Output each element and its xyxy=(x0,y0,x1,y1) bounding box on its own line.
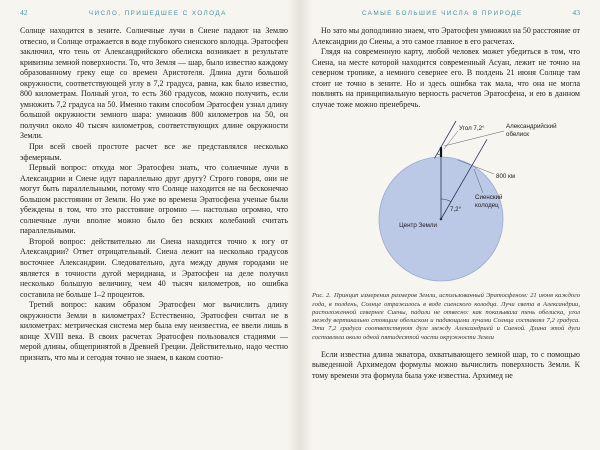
right-text-bottom xyxy=(312,350,580,382)
figure-eratosthenes xyxy=(312,115,580,289)
leader-obelisk xyxy=(444,131,504,146)
paragraph: Второй вопрос: действительно ли Сиена находится точно к югу от Александрии? Ответ отрицательный. Сиена лежит на несколько градусов восточнее Александрии. Следовательно, дуга между двумя городами не является в точности дугой меридиана, и Эратосфен на деле получил несколько большую величину, чем 40 тысяч километров, но ошибка составила не больше 1–2 процентов. xyxy=(20,236,288,299)
running-head-right: САМЫЕ БОЛЬШИЕ ЧИСЛА В ПРИРОДЕ xyxy=(361,10,523,17)
paragraph: Но зато мы доподлинно знаем, что Эратосфен умножил на 50 расстояние от Александрии до Сиены, а это самое главное в его расчетах. xyxy=(312,26,580,46)
label-arc-distance: 800 км xyxy=(496,173,516,181)
running-head-left: ЧИСЛО, ПРИШЕДШЕЕ С ХОЛОДА xyxy=(88,10,227,17)
label-obelisk-line1: Александрийский xyxy=(506,123,557,131)
leader-angle-top xyxy=(444,131,458,149)
sun-ray-siena xyxy=(472,140,487,166)
left-text-column xyxy=(20,26,288,364)
earth-center-dot xyxy=(440,218,443,221)
page-right xyxy=(300,0,600,450)
page-number-right: 43 xyxy=(572,8,580,17)
paragraph: Третий вопрос: каким образом Эратосфен мог вычислить длину окружности Земли в километрах? Естественно, Эратосфен считал не в километрах: метрическая система мер была ему неизвестна, ее ввели лишь в конце XVIII века. В своих расчетах Эратосфен пользовался стадиями — мерой длины, общепринятой в Древней Греции. Действительно, надо честно признать, что мы и сегодня точно не знаем, в каком соотно- xyxy=(20,300,288,362)
label-obelisk-line2: обелиск xyxy=(506,131,530,139)
paragraph: Солнце находится в зените. Солнечные лучи в Сиене падают на Землю отвесно, и Солнце отражается в воде глубокого сиенского колодца. Эратосфен заключил, что тень от Александрийского обелиска возникает в результате кривизны земной поверхности. То, что Земля — шар, было известно каждому образованному греку еще со времен Аристотеля. Длина дуги большой окружности, соответствующей углу в 7,2 градуса, равна, как было известно, 800 километрам. Полный угол, то есть 360 градусов, можно получить, если умножить 7,2 градуса на 50. Именно таким способом Эратосфен узнал длину большой окружности земного шара: умножив 800 километров на 50, он получил около 40 тысяч километров, соответствующих длине окружности Земли. xyxy=(20,26,288,141)
page-header-right xyxy=(312,8,580,17)
figure-caption-label: Рис. 2. xyxy=(312,292,331,300)
right-text-top xyxy=(312,26,580,110)
page-header-left xyxy=(20,8,288,17)
paragraph: При всей своей простоте расчет все же представлялся несколько эфемерным. xyxy=(20,142,288,162)
paragraph: Если известна длина экватора, охватывающего земной шар, то с помощью выведенной Архимедом формулы можно вычислить поверхность Земли. К тому времени эта формула была уже известна. Архимед не xyxy=(312,349,580,380)
label-center-angle: 7,2° xyxy=(450,206,462,214)
paragraph: Первый вопрос: откуда мог Эратосфен знать, что солнечные лучи в Александрии и Сиене идут параллельно друг другу? Строго говоря, они не могут быть параллельными, потому что Солнце находится не на бесконечно большом расстоянии от Земли. Но уже во времена Эратосфена ученые были убеждены в том, что это расстояние огромно — настолько огромно, что солнечные лучи вполне можно было без всяких колебаний считать параллельными. xyxy=(20,163,288,236)
label-well-line2: колодец xyxy=(475,202,499,210)
page-number-left: 42 xyxy=(20,8,28,17)
label-well-line1: Сиенский xyxy=(475,194,503,202)
sun-ray-alexandria xyxy=(435,121,457,158)
figure-caption-text: Принцип измерения размеров Земли, использованный Эратосфеном: 21 июня каждого года, в полдень, Солнце отражалось в воде сиенского колодца. Лучи света в Александрии, расположенной севернее Сиены, падали не отвесно: как показывала тень обелиска, угол между вертикально стоящим обелиском и падающими лучами Солнца составлял 7,2 градуса. Эти 7,2 градуса соответствуют дуге между Александрией и Сиеной. Длина этой дуги составляла около одной пятидесятой части окружности Земли xyxy=(312,292,580,341)
earth-diagram xyxy=(313,115,579,289)
label-angle-top: Угол 7,2° xyxy=(459,125,485,133)
figure-caption xyxy=(312,292,580,341)
label-earth-center: Центр Земли xyxy=(399,222,437,230)
paragraph: Глядя на современную карту, любой человек может убедиться в том, что Сиена, на месте которой находится современный Асуан, лежит не точно на северном тропике, а немного севернее его. В полдень 21 июня Солнце там стоит не точно в зените. Но и здесь ошибка так мала, что она не могла повлиять на принципиальную верность расчетов Эратосфена, и ею в данном случае тоже можно пренебречь. xyxy=(312,47,580,109)
